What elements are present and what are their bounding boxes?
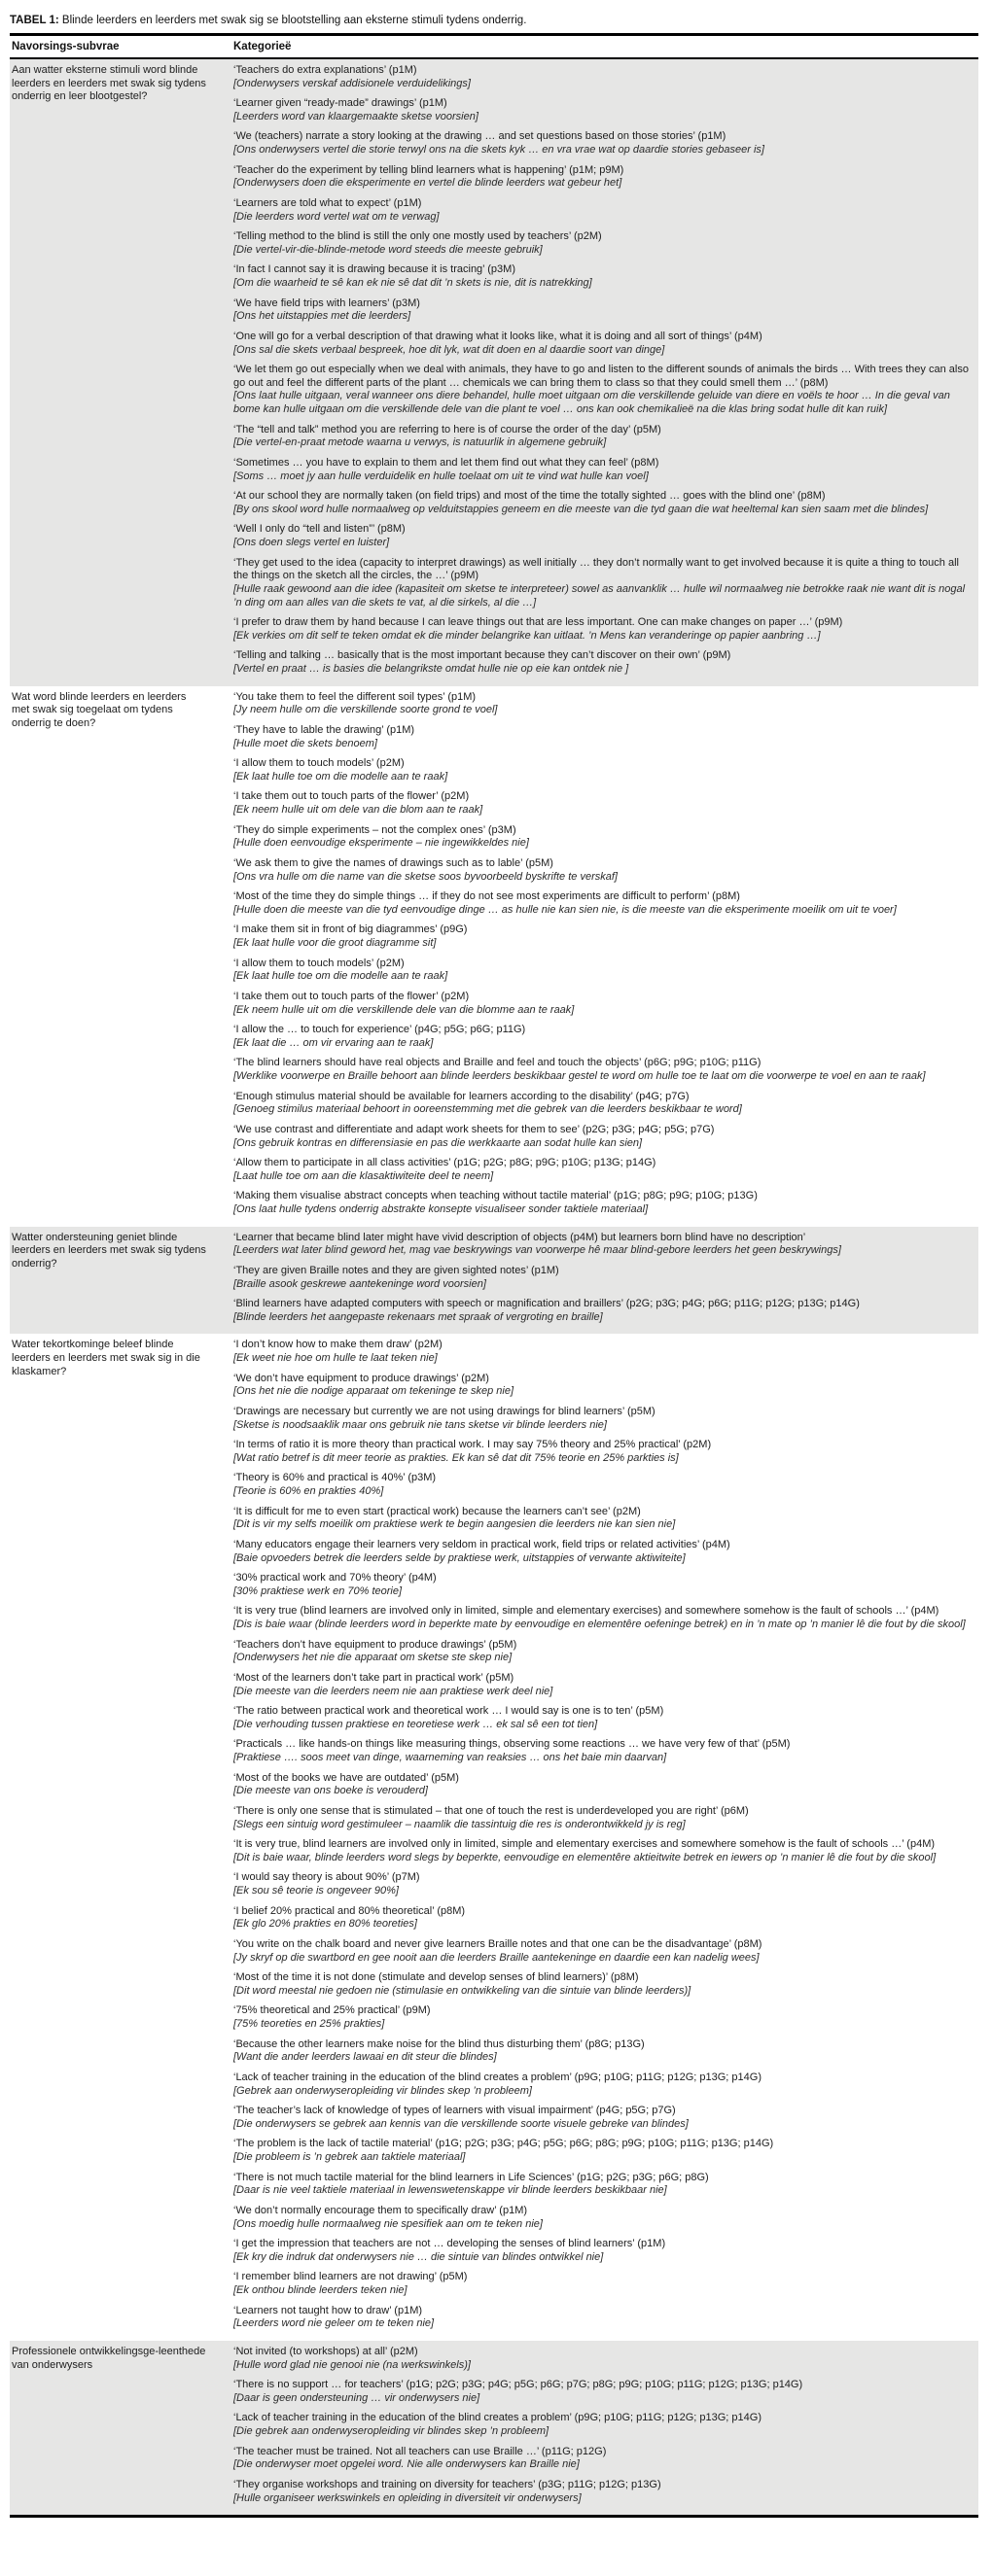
category-translation-af: [Ons laat hulle tydens onderrig abstrakte konsepte visualiseer sonder taktiele materiaal]: [233, 1203, 649, 1216]
category-item: [233, 1157, 971, 1183]
category-translation-af: [Hulle word glad nie genooi nie (na werkswinkels)]: [233, 2358, 471, 2371]
table-row: [10, 1334, 978, 2341]
category-item: [233, 2271, 971, 2297]
category-item: [233, 1572, 971, 1598]
category-quote-en: ‘Learners are told what to expect’ (p1M): [233, 196, 422, 209]
category-item: [233, 230, 971, 257]
category-item: [233, 2346, 971, 2372]
category-translation-af: [Jy neem hulle om die verskillende soorte grond te voel]: [233, 704, 498, 716]
category-quote-en: ‘Teachers don’t have equipment to produce drawings’ (p5M): [233, 1638, 517, 1651]
category-translation-af: [Want die ander leerders lawaai en dit steur die blindes]: [233, 2051, 497, 2064]
category-quote-en: ‘I make them sit in front of big diagrammes’ (p9G): [233, 923, 468, 936]
categories-cell: [231, 686, 978, 1227]
category-translation-af: [Ons onderwysers vertel die storie terwyl ons na die skets kyk … en vra vrae wat op daardie stories gebaseer is]: [233, 144, 764, 157]
category-item: [233, 2446, 971, 2472]
table-row: [10, 58, 978, 686]
category-quote-en: ‘The “tell and talk” method you are referring to here is of course the order of the day’ (p5M): [233, 423, 661, 435]
category-item: [233, 890, 971, 917]
category-translation-af: [Ek neem hulle uit om dele van die blom aan te raak]: [233, 804, 483, 817]
category-quote-en: ‘Telling and talking … basically that is the most important because they can’t discover on their own’ (p9M): [233, 649, 731, 662]
category-translation-af: [Hulle doen eenvoudige eksperimente – nie ingewikkeldes nie]: [233, 837, 529, 850]
category-quote-en: ‘Teacher do the experiment by telling blind learners what is happening’ (p1M; p9M): [233, 163, 624, 176]
category-quote-en: ‘75% theoretical and 25% practical’ (p9M): [233, 2004, 431, 2017]
category-quote-en: ‘Sometimes … you have to explain to them and let them find out what they can feel’ (p8M): [233, 456, 659, 469]
category-translation-af: [Daar is nie veel taktiele materiaal in lewenswetenskappe vir blinde leerders beskikbaar nie]: [233, 2184, 667, 2197]
category-quote-en: ‘In fact I cannot say it is drawing because it is tracing’ (p3M): [233, 263, 515, 276]
category-translation-af: [75% teoreties en 25% prakties]: [233, 2018, 385, 2031]
category-quote-en: ‘Many educators engage their learners very seldom in practical work, field trips or related activities’ (p4M): [233, 1538, 730, 1550]
category-translation-af: [Ek sou sê teorie is ongeveer 90%]: [233, 1885, 399, 1897]
category-quote-en: ‘The blind learners should have real objects and Braille and feel and touch the objects’ (p6G; p9G; p10G; p11G): [233, 1057, 762, 1069]
category-item: [233, 424, 971, 450]
categories-cell: [231, 1227, 978, 1335]
category-quote-en: ‘Learners not taught how to draw’ (p1M): [233, 2304, 423, 2316]
category-item: [233, 164, 971, 191]
category-item: [233, 490, 971, 516]
category-quote-en: ‘Practicals … like hands-on things like measuring things, observing some reactions … we have very few of that’ (p5M): [233, 1738, 791, 1751]
category-translation-af: [Daar is geen ondersteuning … vir onderwysers nie]: [233, 2391, 480, 2404]
category-item: [233, 1091, 971, 1117]
category-item: [233, 297, 971, 324]
category-translation-af: [Hulle moet die skets benoem]: [233, 737, 377, 749]
category-item: [233, 1472, 971, 1498]
category-item: [233, 1339, 971, 1365]
category-item: [233, 1738, 971, 1764]
category-quote-en: ‘I get the impression that teachers are not … developing the senses of blind learners’ (p1M): [233, 2238, 666, 2250]
category-translation-af: [Blinde leerders het aangepaste rekenaars met spraak of vergroting en braille]: [233, 1310, 603, 1323]
category-quote-en: ‘I take them out to touch parts of the flower’ (p2M): [233, 790, 470, 803]
category-item: [233, 1971, 971, 1998]
category-translation-af: [Genoeg stimilus materiaal behoort in ooreenstemming met die gebrek van die leerders beskikbaar te word]: [233, 1103, 742, 1116]
table-body: [10, 58, 978, 2517]
category-item: [233, 1265, 971, 1291]
category-translation-af: [Onderwysers het nie die apparaat om sketse ste skep nie]: [233, 1652, 513, 1664]
category-quote-en: ‘In terms of ratio it is more theory than practical work. I may say 75% theory and 25% practical’ (p2M): [233, 1439, 712, 1451]
category-quote-en: ‘I allow them to touch models’ (p2M): [233, 757, 405, 770]
category-quote-en: ‘Theory is 60% and practical is 40%’ (p3M): [233, 1472, 437, 1484]
category-item: [233, 2238, 971, 2264]
category-translation-af: [Ons doen slegs vertel en luister]: [233, 537, 390, 549]
category-quote-en: ‘The teacher must be trained. Not all teachers can use Braille …’ (p11G; p12G): [233, 2445, 607, 2457]
research-subquestion-cell: [10, 2341, 231, 2517]
category-translation-af: [Ons moedig hulle normaalweg nie spesifiek aan om te teken nie]: [233, 2217, 543, 2230]
category-item: [233, 1805, 971, 1831]
category-item: [233, 1024, 971, 1050]
category-item: [233, 523, 971, 549]
category-quote-en: ‘30% practical work and 70% theory’ (p4M): [233, 1572, 437, 1584]
category-translation-af: [Dit is vir my selfs moeilik om praktiese werk te begin aangesien die leerders nie kan sien nie]: [233, 1518, 676, 1531]
category-item: [233, 457, 971, 483]
category-translation-af: [Ek onthou blinde leerders teken nie]: [233, 2284, 407, 2297]
category-translation-af: [Die probleem is ’n gebrek aan taktiele materiaal]: [233, 2151, 466, 2164]
category-item: [233, 2071, 971, 2098]
category-item: [233, 1190, 971, 1216]
category-translation-af: [Sketse is noodsaaklik maar ons gebruik nie tans sketse vir blinde leerders nie]: [233, 1418, 607, 1431]
category-translation-af: [Ons vra hulle om die name van die sketse soos byvoorbeeld byskrifte te verskaf]: [233, 870, 618, 883]
category-translation-af: [Teorie is 60% en prakties 40%]: [233, 1485, 384, 1498]
table-row: [10, 1227, 978, 1335]
research-subquestion: Aan watter eksterne stimuli word blinde leerders en leerders met swak sig tydens onderrig en leer blootgestel?: [12, 63, 206, 103]
category-quote-en: ‘Allow them to participate in all class activities’ (p1G; p2G; p8G; p9G; p10G; p13G; p14G): [233, 1157, 656, 1169]
category-translation-af: [Om die waarheid te sê kan ek nie sê dat dit ’n skets is nie, dit is natrekking]: [233, 277, 592, 290]
category-item: [233, 1905, 971, 1932]
category-translation-af: [Die verhouding tussen praktiese en teoretiese werk … ek sal sê een tot tien]: [233, 1718, 598, 1730]
data-table: [10, 33, 978, 2518]
category-quote-en: ‘I take them out to touch parts of the flower’ (p2M): [233, 990, 470, 1002]
table-title-text: Blinde leerders en leerders met swak sig se blootstelling aan eksterne stimuli tydens onderrig.: [61, 15, 527, 26]
category-item: [233, 923, 971, 950]
category-item: [233, 557, 971, 610]
category-quote-en: ‘You write on the chalk board and never give learners Braille notes and that one can be the disadvantage’ (p8M): [233, 1937, 762, 1950]
category-quote-en: ‘There is no support … for teachers’ (p1G; p2G; p3G; p4G; p5G; p6G; p7G; p8G; p9G; p10G; p11G; p12G; p13G; p14G): [233, 2379, 803, 2391]
category-translation-af: [Ek laat die … om vir ervaring aan te raak]: [233, 1036, 434, 1049]
category-quote-en: ‘We use contrast and differentiate and adapt work sheets for them to see’ (p2G; p3G; p4G; p5G; p7G): [233, 1123, 715, 1135]
category-translation-af: [Ons gebruik kontras en differensiasie en pas die werkkaarte aan sodat hulle kan sien]: [233, 1136, 643, 1149]
category-item: [233, 649, 971, 676]
category-quote-en: ‘We ask them to give the names of drawings such as to lable’ (p5M): [233, 856, 553, 869]
research-subquestion: Wat word blinde leerders en leerders met swak sig toegelaat om tydens onderrig te doen?: [12, 690, 187, 729]
category-translation-af: [Ek weet nie hoe om hulle te laat teken nie]: [233, 1352, 438, 1365]
category-quote-en: ‘Lack of teacher training in the education of the blind creates a problem’ (p9G; p10G; p11G; p12G; p13G; p14G): [233, 2071, 762, 2083]
category-translation-af: [Ek laat hulle toe om die modelle aan te raak]: [233, 770, 448, 783]
category-item: [233, 2105, 971, 2131]
category-quote-en: ‘We don’t have equipment to produce drawings’ (p2M): [233, 1372, 489, 1384]
category-item: [233, 1539, 971, 1565]
category-quote-en: ‘We (teachers) narrate a story looking at the drawing … and set questions based on those stories’ (p1M): [233, 130, 726, 143]
category-item: [233, 2479, 971, 2505]
table-title: [10, 14, 978, 28]
category-quote-en: ‘You take them to feel the different soil types’ (p1M): [233, 690, 477, 703]
category-quote-en: ‘I remember blind learners are not drawing’ (p5M): [233, 2271, 468, 2283]
category-quote-en: ‘The ratio between practical work and theoretical work … I would say is one is to ten’ (p5M): [233, 1705, 664, 1718]
category-item: [233, 857, 971, 884]
category-quote-en: ‘Learner that became blind later might have vivid description of objects (p4M) but learners born blind have no description’: [233, 1231, 806, 1243]
category-translation-af: [Hulle doen die meeste van die tyd eenvoudige dinge … as hulle nie kan sien nie, is die meeste van die eksperimente moeilik om uit te voer]: [233, 903, 897, 916]
category-quote-en: ‘Most of the learners don’t take part in practical work’ (p5M): [233, 1671, 514, 1684]
category-translation-af: [Baie opvoeders betrek die leerders selde by praktiese werk, uitstappies of verwante aktiwiteite]: [233, 1551, 686, 1564]
category-translation-af: [Jy skryf op die swartbord en gee nooit aan die leerders Braille aantekeninge en daardie een kan nadelig wees]: [233, 1951, 760, 1964]
category-item: [233, 1057, 971, 1083]
category-quote-en: ‘At our school they are normally taken (on field trips) and most of the time the totally sighted … goes with the blind one’ (p8M): [233, 490, 826, 503]
category-translation-af: [Die meeste van ons boeke is verouderd]: [233, 1785, 428, 1797]
category-item: [233, 1772, 971, 1798]
category-quote-en: ‘They are given Braille notes and they are given sighted notes’ (p1M): [233, 1264, 559, 1276]
categories-cell: [231, 1334, 978, 2341]
category-quote-en: ‘Because the other learners make noise for the blind thus disturbing them’ (p8G; p13G): [233, 2037, 645, 2050]
category-item: [233, 197, 971, 224]
category-quote-en: ‘Most of the time they do simple things … if they do not see most experiments are difficult to perform’ (p8M): [233, 890, 740, 903]
category-quote-en: ‘One will go for a verbal description of that drawing what it looks like, what it is doing and all sort of things’ (p4M): [233, 330, 762, 342]
category-translation-af: [Leerders wat later blind geword het, mag vae beskrywings van voorwerpe hê maar blind-gebore leerders het geen beskrywings]: [233, 1244, 841, 1257]
research-subquestion-cell: [10, 1227, 231, 1335]
category-translation-af: [Praktiese …. soos meet van dinge, waarneming van reaksies … ons het baie min daarvan]: [233, 1752, 667, 1764]
category-item: [233, 1938, 971, 1965]
category-translation-af: [Dit is baie waar, blinde leerders word slegs by beperkte, eenvoudige en elementêre aktieitwite betrek en iewers op ’n manier lê die fout by die skool]: [233, 1851, 937, 1863]
category-translation-af: [Ek laat hulle toe om die modelle aan te raak]: [233, 970, 448, 983]
category-item: [233, 790, 971, 817]
category-item: [233, 1298, 971, 1324]
research-subquestion: Water tekortkominge beleef blinde leerders en leerders met swak sig in die klaskamer?: [12, 1339, 200, 1377]
category-translation-af: [Dis is baie waar (blinde leerders word in beperkte mate by eenvoudige en elementêre oefeninge betrek) en in ’n mate op ’n manier lê die fout by die skool]: [233, 1619, 966, 1631]
category-item: [233, 824, 971, 851]
category-translation-af: [Die vertel-en-praat metode waarna u verwys, is natuurlik in algemene gebruik]: [233, 436, 607, 449]
category-item: [233, 2205, 971, 2231]
category-quote-en: ‘There is not much tactile material for the blind learners in Life Sciences’ (p1G; p2G; p3G; p6G; p8G): [233, 2171, 709, 2183]
category-item: [233, 1232, 971, 1258]
category-quote-en: ‘We have field trips with learners’ (p3M): [233, 296, 420, 309]
category-item: [233, 2038, 971, 2065]
category-quote-en: ‘Enough stimulus material should be available for learners according to the disability’ (p4G; p7G): [233, 1090, 690, 1102]
research-subquestion: Professionele ontwikkelingsge-leenthede van onderwysers: [12, 2345, 206, 2371]
category-item: [233, 2138, 971, 2164]
category-item: [233, 1838, 971, 1864]
category-quote-en: ‘They get used to the idea (capacity to interpret drawings) as well initially … they don’t normally want to get involved because it is quite a thing to touch all the things on the sketch all the circles, the …’ (p9M): [233, 556, 959, 582]
category-quote-en: ‘Teachers do extra explanations’ (p1M): [233, 63, 417, 76]
category-quote-en: ‘It is difficult for me to even start (practical work) because the learners can’t see’ (p2M): [233, 1505, 641, 1517]
category-item: [233, 724, 971, 750]
category-translation-af: [Braille asook geskrewe aantekeninge word voorsien]: [233, 1277, 486, 1290]
category-translation-af: [Leerders word nie geleer om te teken nie]: [233, 2317, 435, 2330]
category-item: [233, 1672, 971, 1698]
category-quote-en: ‘We don’t normally encourage them to specifically draw’ (p1M): [233, 2204, 528, 2216]
category-translation-af: [Die onderwysers se gebrek aan kennis van die verskillende soorte visuele gebreke van blindes]: [233, 2117, 689, 2130]
category-translation-af: [Ons sal die skets verbaal bespreek, hoe dit lyk, wat dit doen en al daardie soort van dinge]: [233, 343, 665, 356]
category-translation-af: [Wat ratio betref is dit meer teorie as prakties. Ek kan sê dat dit 75% teorie en 25% parkties is]: [233, 1451, 679, 1464]
category-item: [233, 1871, 971, 1897]
category-translation-af: [Ons het uitstappies met die leerders]: [233, 310, 411, 323]
category-quote-en: ‘They do simple experiments – not the complex ones’ (p3M): [233, 823, 516, 836]
category-item: [233, 331, 971, 357]
category-item: [233, 1439, 971, 1465]
category-item: [233, 2379, 971, 2405]
research-subquestion: Watter ondersteuning geniet blinde leerders en leerders met swak sig tydens onderrig?: [12, 1231, 206, 1270]
category-item: [233, 1705, 971, 1731]
category-translation-af: [By ons skool word hulle normaalweg op velduitstappies geneem en die meeste van die tyd gaan die wat heeltemal kan sien saam met die blindes]: [233, 503, 929, 515]
category-quote-en: ‘I allow them to touch models’ (p2M): [233, 957, 405, 969]
category-translation-af: [Onderwysers verskaf addisionele verduidelikings]: [233, 77, 471, 89]
category-quote-en: ‘Most of the books we have are outdated’ (p5M): [233, 1771, 459, 1784]
category-quote-en: ‘Most of the time it is not done (stimulate and develop senses of blind learners)’ (p8M): [233, 1971, 639, 1984]
category-item: [233, 1406, 971, 1432]
category-item: [233, 1373, 971, 1399]
table-row: [10, 686, 978, 1227]
category-quote-en: ‘Learner given “ready-made” drawings’ (p1M): [233, 97, 447, 110]
category-quote-en: ‘I allow the … to touch for experience’ (p4G; p5G; p6G; p11G): [233, 1024, 526, 1036]
category-translation-af: [Ons het nie die nodige apparaat om tekeninge te skep nie]: [233, 1385, 514, 1398]
category-item: [233, 263, 971, 290]
category-item: [233, 1506, 971, 1532]
category-quote-en: ‘We let them go out especially when we deal with animals, they have to go and listen to the different sounds of animals the birds … With trees they can also go out and feel the different parts of the plant … chemicals we can bring them to class so that they could smell them …’ (p8M): [233, 364, 969, 389]
table-row: [10, 2341, 978, 2517]
category-quote-en: ‘They organise workshops and training on diversity for teachers’ (p3G; p11G; p12G; p13G): [233, 2478, 661, 2490]
category-translation-af: [Werklike voorwerpe en Braille behoort aan blinde leerders beskikbaar gestel te word om hulle toe te laat om die voorwerpe te voel en aan te raak]: [233, 1070, 926, 1083]
category-quote-en: ‘They have to lable the drawing’ (p1M): [233, 723, 415, 736]
category-translation-af: [Hulle organiseer werkswinkels en opleiding in diversiteit vir onderwysers]: [233, 2491, 582, 2504]
category-item: [233, 2305, 971, 2331]
category-translation-af: [Soms … moet jy aan hulle verduidelik en hulle toelaat om uit te vind wat hulle kan voel]: [233, 470, 649, 482]
category-item: [233, 2172, 971, 2198]
category-quote-en: ‘There is only one sense that is stimulated – that one of touch the rest is underdeveloped you are right’ (p6M): [233, 1804, 749, 1817]
category-quote-en: ‘Lack of teacher training in the education of the blind creates a problem’ (p9G; p10G; p11G; p12G; p13G; p14G): [233, 2412, 762, 2424]
category-quote-en: ‘I would say theory is about 90%’ (p7M): [233, 1871, 420, 1884]
category-quote-en: ‘Well I only do “tell and listen”’ (p8M): [233, 523, 406, 536]
category-item: [233, 2412, 971, 2438]
category-item: [233, 2004, 971, 2031]
category-translation-af: [Ek glo 20% prakties en 80% teoreties]: [233, 1918, 417, 1931]
category-translation-af: [Ek verkies om dit self te teken omdat ek die minder belangrike kan uitlaat. ’n Mens kan veranderinge op papier aanbring …]: [233, 629, 821, 642]
category-item: [233, 64, 971, 90]
table-header: [10, 34, 978, 58]
research-subquestion-cell: [10, 58, 231, 686]
category-item: [233, 364, 971, 417]
category-translation-af: [Laat hulle toe om aan die klasaktiwiteite deel te neem]: [233, 1169, 494, 1182]
category-translation-af: [Die meeste van die leerders neem nie aan praktiese werk deel nie]: [233, 1685, 553, 1697]
category-translation-af: [Slegs een sintuig word gestimuleer – naamlik die tassintuig die res is onderontwikkeld jy is reg]: [233, 1818, 686, 1830]
categories-cell: [231, 2341, 978, 2517]
category-translation-af: [30% praktiese werk en 70% teorie]: [233, 1584, 403, 1597]
category-item: [233, 130, 971, 157]
category-translation-af: [Ek laat hulle voor die groot diagramme sit]: [233, 937, 437, 950]
column-header-categories: Kategorieë: [231, 34, 978, 58]
category-quote-en: ‘Drawings are necessary but currently we are not using drawings for blind learners’ (p5M): [233, 1405, 655, 1417]
category-translation-af: [Vertel en praat … is basies die belangrikste omdat hulle nie op eie kan ontdek nie ]: [233, 663, 629, 676]
category-quote-en: ‘The teacher’s lack of knowledge of types of learners with visual impairment’ (p4G; p5G; p7G): [233, 2105, 676, 2117]
category-translation-af: [Ek kry die indruk dat onderwysers nie … die sintuie van blindes ontwikkel nie]: [233, 2250, 604, 2263]
category-quote-en: ‘Telling method to the blind is still the only one mostly used by teachers’ (p2M): [233, 230, 602, 243]
category-quote-en: ‘It is very true, blind learners are involved only in limited, simple and elementary exercises and somewhere somehow is the fault of schools …’ (p4M): [233, 1838, 936, 1851]
category-item: [233, 757, 971, 783]
category-item: [233, 616, 971, 643]
category-translation-af: [Die gebrek aan onderwyseropleiding vir blindes skep ’n probleem]: [233, 2425, 549, 2438]
category-translation-af: [Ek neem hulle uit om die verskillende dele van die blomme aan te raak]: [233, 1003, 575, 1016]
categories-cell: [231, 58, 978, 686]
table-label: TABEL 1:: [10, 15, 59, 26]
category-quote-en: ‘It is very true (blind learners are involved only in limited, simple and elementary exercises) and somewhere somehow is the fault of schools …’ (p4M): [233, 1605, 939, 1618]
category-translation-af: [Die leerders word vertel wat om te verwag]: [233, 210, 440, 223]
category-item: [233, 97, 971, 123]
category-translation-af: [Hulle raak gewoond aan die idee (kapasiteit om sketse te interpreteer) sowel as aanvanklik … hulle wil normaalweg nie betrokke raak nie want dit is nogal ’n ding om aan alles van die skets te vat, al die sirkels, al die …]: [233, 582, 966, 609]
category-item: [233, 1639, 971, 1665]
category-quote-en: ‘Making them visualise abstract concepts when teaching without tactile material’ (p1G; p8G; p9G; p10G; p13G): [233, 1190, 758, 1202]
category-item: [233, 991, 971, 1017]
category-quote-en: ‘Blind learners have adapted computers with speech or magnification and braillers’ (p2G; p3G; p4G; p6G; p11G; p12G; p13G; p14G): [233, 1298, 860, 1310]
category-quote-en: ‘I don’t know how to make them draw’ (p2M): [233, 1339, 443, 1351]
category-item: [233, 957, 971, 984]
category-translation-af: [Ons laat hulle uitgaan, veral wanneer ons diere behandel, hulle moet uitgaan om die verskillende geluide van diere en voëls te hoor … In die geval van bome kan hulle uitgaan om die verskillende dele van die plant te voel … ons kan ook chemikalieë na die klas bring sodat hulle dit kan ruik]: [233, 390, 950, 416]
category-item: [233, 691, 971, 717]
column-header-subquestions: Navorsings-subvrae: [10, 34, 231, 58]
category-item: [233, 1605, 971, 1631]
category-quote-en: ‘I belief 20% practical and 80% theoretical’ (p8M): [233, 1904, 466, 1917]
category-translation-af: [Die onderwyser moet opgelei word. Nie alle onderwysers kan Braille nie]: [233, 2458, 580, 2471]
research-subquestion-cell: [10, 686, 231, 1227]
research-subquestion-cell: [10, 1334, 231, 2341]
category-quote-en: ‘I prefer to draw them by hand because I can leave things out that are less important. One can make changes on paper …’ (p9M): [233, 616, 843, 629]
category-translation-af: [Gebrek aan onderwyseropleiding vir blindes skep ’n probleem]: [233, 2084, 532, 2097]
category-translation-af: [Leerders word van klaargemaakte sketse voorsien]: [233, 110, 478, 122]
category-quote-en: ‘The problem is the lack of tactile material’ (p1G; p2G; p3G; p4G; p5G; p6G; p8G; p9G; p10G; p11G; p13G; p14G): [233, 2138, 774, 2150]
category-translation-af: [Dit word meestal nie gedoen nie (stimulasie en ontwikkeling van die sintuie van blinde leerders)]: [233, 1984, 691, 1997]
category-translation-af: [Die vertel-vir-die-blinde-metode word steeds die meeste gebruik]: [233, 243, 543, 256]
category-quote-en: ‘Not invited (to workshops) at all’ (p2M): [233, 2345, 418, 2357]
category-item: [233, 1124, 971, 1150]
category-translation-af: [Onderwysers doen die eksperimente en vertel die blinde leerders wat gebeur het]: [233, 177, 622, 190]
